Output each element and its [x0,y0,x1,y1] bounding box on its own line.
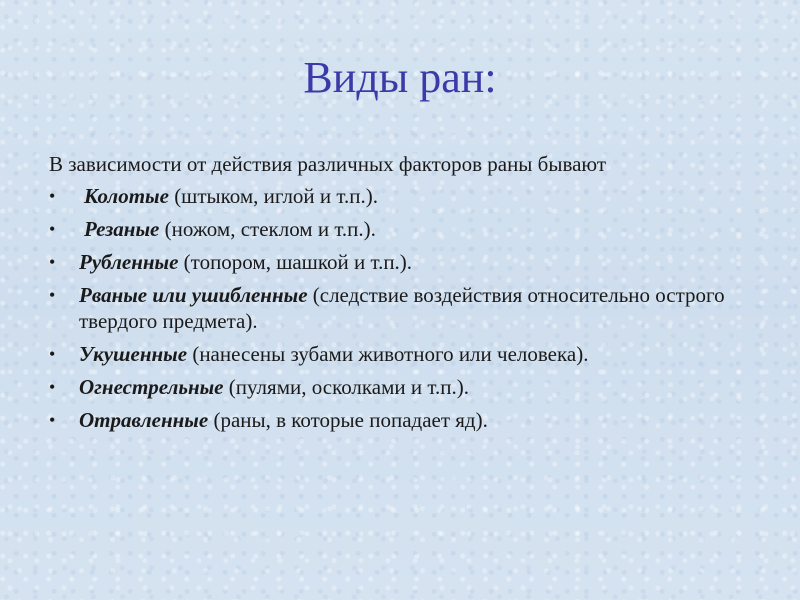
bullet-icon: • [49,252,56,272]
bullet-icon: • [49,410,56,430]
intro-text: В зависимости от действия различных факторов раны бывают [49,152,607,176]
item-desc: (нанесены зубами животного или человека). [187,342,589,366]
list-item [49,407,769,433]
list-item [49,216,769,242]
list-item [49,282,769,334]
item-term: Рубленные [79,250,179,274]
bullet-icon: • [49,219,56,239]
item-desc: (ножом, стеклом и т.п.). [159,217,376,241]
item-desc: (пулями, осколками и т.п.). [223,375,469,399]
item-term: Укушенные [79,342,188,366]
wound-types-list [49,183,769,433]
item-term: Огнестрельные [79,375,224,399]
list-item [49,249,769,275]
slide-title: Виды ран: [303,53,497,102]
bullet-icon: • [49,377,56,397]
bullet-icon: • [49,344,56,364]
list-item [49,341,769,367]
item-term: Колотые [84,184,169,208]
item-desc: (топором, шашкой и т.п.). [178,250,413,274]
bullet-icon: • [49,186,56,206]
item-desc: (следствие воздействия относительно острого твердого предмета). [79,283,725,333]
list-item [49,374,769,400]
list-item [49,183,769,209]
item-desc: (раны, в которые попадает яд). [208,408,488,432]
item-term: Отравленные [79,408,209,432]
item-term: Рваные или ушибленные [79,283,308,307]
item-desc: (штыком, иглой и т.п.). [168,184,378,208]
bullet-icon: • [49,285,56,305]
item-term: Резаные [84,217,160,241]
